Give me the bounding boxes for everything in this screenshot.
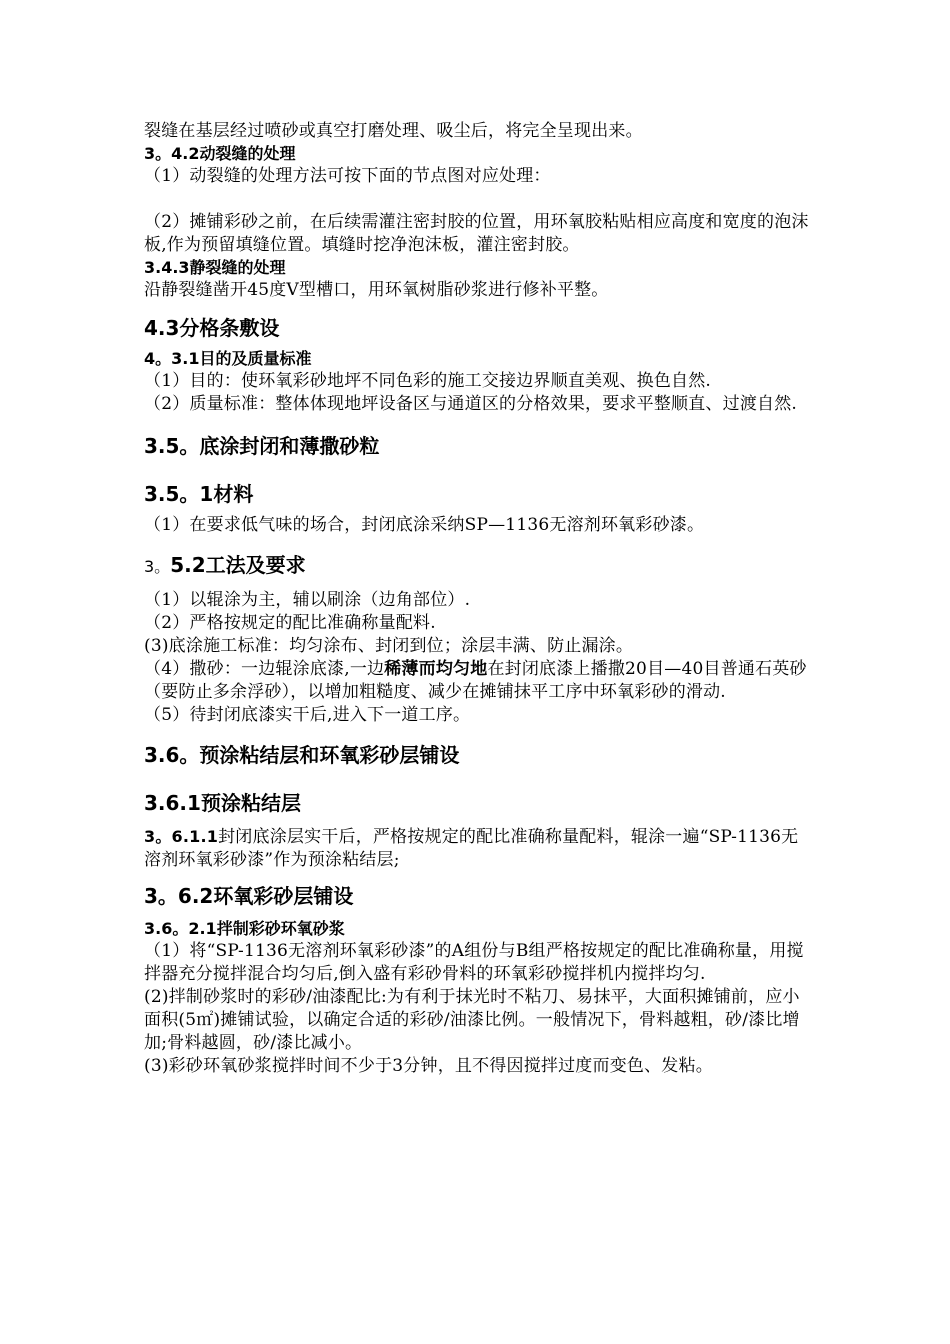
section-heading-3-4-2: 3。4.2动裂缝的处理 [144,144,296,163]
heading-text: 5.2工法及要求 [170,553,306,577]
text-run: 在封闭底漆上播撒20目—40目普通石英砂（要防止多余浮砂），以增加粗糙度、减少在摊铺抹平工序中环氧彩砂的滑动. [144,659,807,702]
section-heading-3-6-1: 3.6.1预涂粘结层 [144,791,301,815]
paragraph [144,825,812,872]
paragraph-number: 3。6.1.1 [144,827,219,846]
paragraph: （1）将“SP-1136无溶剂环氧彩砂漆”的A组份与B组严格按规定的配比准确称量，用搅拌器充分搅拌混合均匀后,倒入盛有彩砂骨料的环氧彩砂搅拌机内搅拌均匀. [144,941,804,984]
list-item [144,658,812,704]
section-heading-3-5-1: 3.5。1材料 [144,482,254,506]
paragraph: （1）动裂缝的处理方法可按下面的节点图对应处理： [144,166,551,186]
text-run: （4）撒砂：一边辊涂底漆,一边 [144,659,385,679]
section-heading-4-3-1: 4。3.1目的及质量标准 [144,349,312,368]
section-heading-3-6-2-1: 3.6。2.1拌制彩砂环氧砂浆 [144,919,345,938]
paragraph: 沿静裂缝凿开45度V型槽口，用环氧树脂砂浆进行修补平整。 [144,280,609,300]
section-heading-4-3: 4.3分格条敷设 [144,316,280,340]
section-heading-3-5: 3.5。底涂封闭和薄撒砂粒 [144,434,380,458]
section-heading-3-6: 3.6。预涂粘结层和环氧彩砂层铺设 [144,743,460,767]
section-heading-3-4-3: 3.4.3静裂缝的处理 [144,258,286,277]
list-item: （5）待封闭底漆实干后,进入下一道工序。 [144,705,471,725]
paragraph: （1）目的：使环氧彩砂地坪不同色彩的施工交接边界顺直美观、换色自然. [144,371,712,391]
section-heading-3-6-2: 3。6.2环氧彩砂层铺设 [144,884,354,908]
paragraph: （1）在要求低气味的场合，封闭底涂采纳SP—1136无溶剂环氧彩砂漆。 [144,515,705,535]
blank-line [144,188,812,211]
paragraph: 裂缝在基层经过喷砂或真空打磨处理、吸尘后，将完全呈现出来。 [144,121,643,141]
emphasis-text: 稀薄而均匀地 [384,659,488,679]
list-item: (3)底涂施工标准：均匀涂布、封闭到位；涂层丰满、防止漏涂。 [144,636,634,656]
paragraph: （2）摊铺彩砂之前，在后续需灌注密封胶的位置，用环氧胶粘贴相应高度和宽度的泡沫板,作为预留填缝位置。填缝时挖净泡沫板，灌注密封胶。 [144,212,809,255]
section-heading-3-5-2 [144,551,812,581]
heading-prefix: 3。 [144,557,171,576]
list-item: （2）严格按规定的配比准确称量配料. [144,613,436,633]
paragraph: （2）质量标准：整体体现地坪设备区与通道区的分格效果，要求平整顺直、过渡自然. [144,394,798,414]
list-item: （1）以辊涂为主，辅以刷涂（边角部位）. [144,590,471,610]
text-run: 封闭底涂层实干后，严格按规定的配比准确称量配料，辊涂一遍“SP-1136无溶剂环氧彩砂漆”作为预涂粘结层; [144,827,799,870]
document-page [144,120,812,1078]
paragraph: (2)拌制砂浆时的彩砂/油漆配比:为有利于抹光时不粘刀、易抹平，大面积摊铺前，应小面积(5㎡)摊铺试验，以确定合适的彩砂/油漆比例。一般情况下，骨料越粗，砂/漆比增加;骨料越圆，砂/漆比减小。 [144,987,800,1053]
paragraph: (3)彩砂环氧砂浆搅拌时间不少于3分钟，且不得因搅拌过度而变色、发粘。 [144,1056,713,1076]
